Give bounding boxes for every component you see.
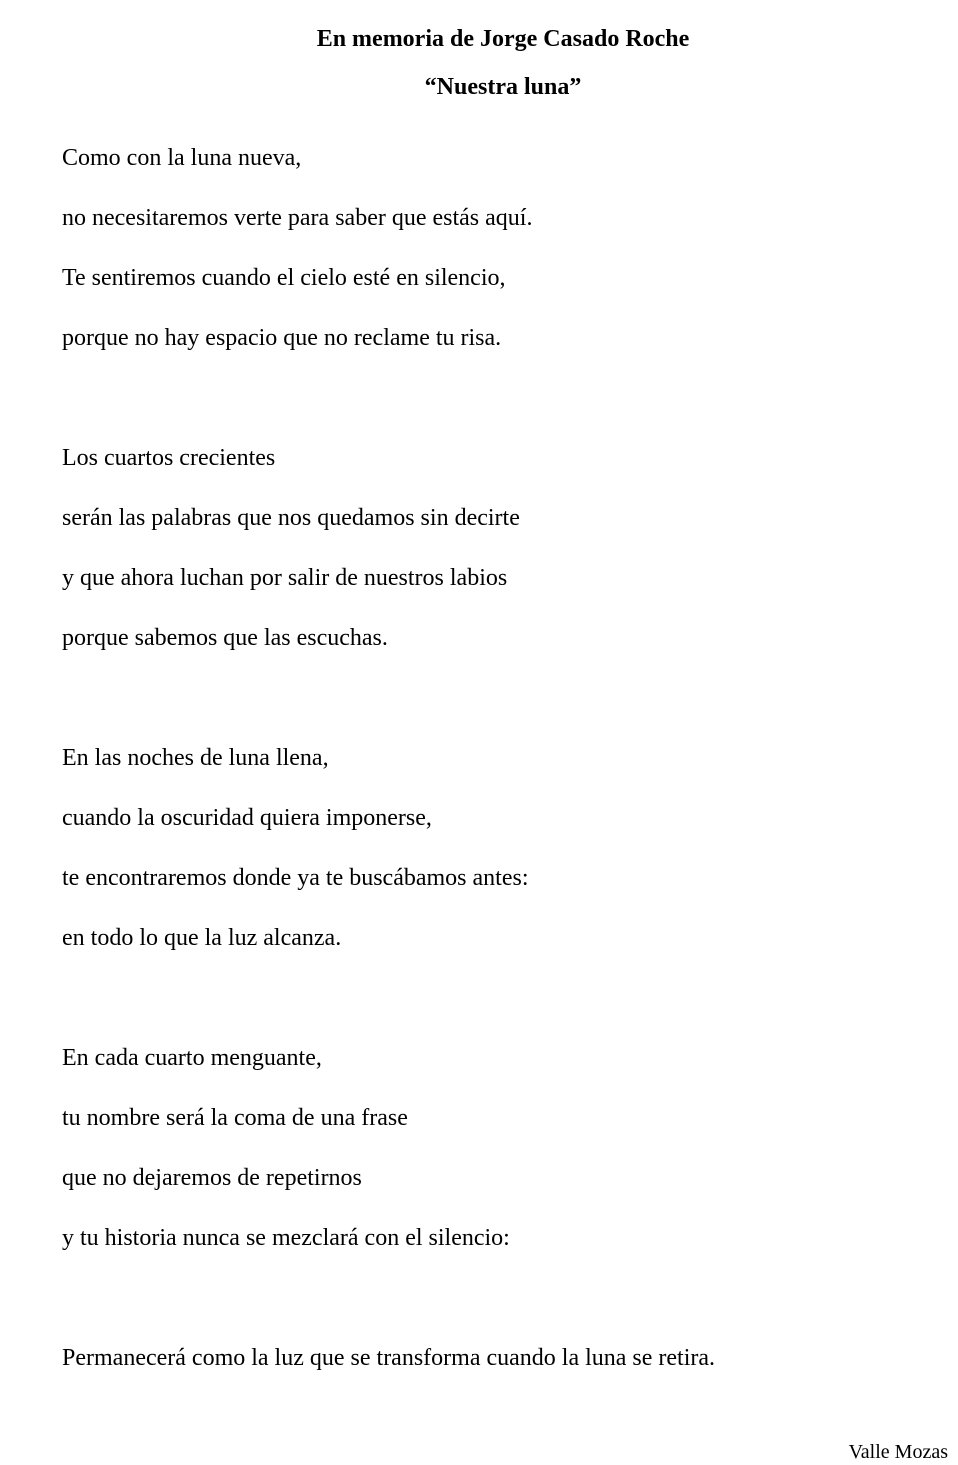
poem-line: Los cuartos crecientes: [62, 445, 276, 471]
stanza: [62, 1028, 942, 1268]
poem-line: te encontraremos donde ya te buscábamos antes:: [62, 865, 529, 891]
poem-line: Te sentiremos cuando el cielo esté en silencio,: [62, 265, 506, 291]
stanza: [62, 728, 942, 968]
poem-line: y tu historia nunca se mezclará con el silencio:: [62, 1225, 510, 1251]
poem-line: tu nombre será la coma de una frase: [62, 1105, 408, 1131]
poem-line: que no dejaremos de repetirnos: [62, 1165, 362, 1191]
stanza: [62, 128, 942, 368]
poem-line: cuando la oscuridad quiera imponerse,: [62, 805, 432, 831]
stanza: [62, 1328, 942, 1388]
author-signature: Valle Mozas: [848, 1441, 948, 1463]
poem-line: no necesitaremos verte para saber que estás aquí.: [62, 205, 533, 231]
poem-line: porque no hay espacio que no reclame tu risa.: [62, 325, 502, 351]
poem-line: en todo lo que la luz alcanza.: [62, 925, 342, 951]
poem-line: y que ahora luchan por salir de nuestros labios: [62, 565, 508, 591]
poem-line: Permanecerá como la luz que se transforma cuando la luna se retira.: [62, 1345, 716, 1371]
poem-line: serán las palabras que nos quedamos sin decirte: [62, 505, 520, 531]
poem-body: [62, 128, 942, 1448]
poem-line: Como con la luna nueva,: [62, 145, 302, 171]
poem-line: En cada cuarto menguante,: [62, 1045, 322, 1071]
poem-line: En las noches de luna llena,: [62, 745, 329, 771]
poem-title: “Nuestra luna”: [424, 74, 582, 100]
dedication-heading: En memoria de Jorge Casado Roche: [316, 26, 690, 52]
poem-line: porque sabemos que las escuchas.: [62, 625, 388, 651]
stanza: [62, 428, 942, 668]
